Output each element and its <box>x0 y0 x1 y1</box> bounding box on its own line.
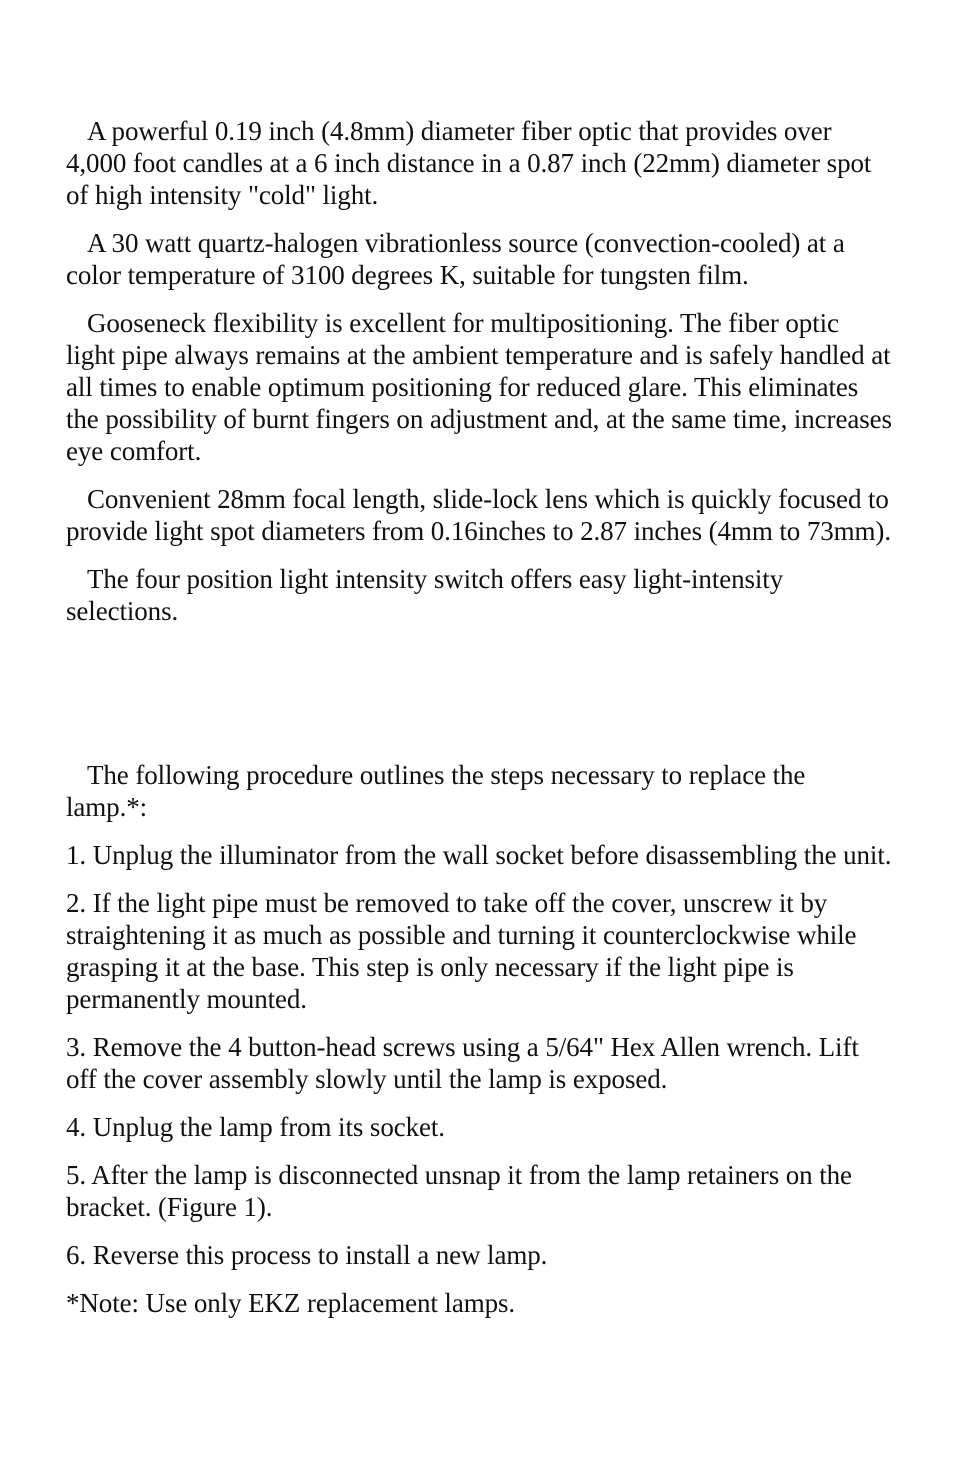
procedure-step-4: 4. Unplug the lamp from its socket. <box>66 1112 445 1142</box>
feature-fiber-optic: A powerful 0.19 inch (4.8mm) diameter fiber optic that provides over 4,000 foot candles at a 6 inch distance in a 0.87 inch (22mm) diameter spot of high intensity "cold" light. <box>66 116 872 210</box>
feature-light-source: A 30 watt quartz-halogen vibrationless source (convection-cooled) at a color temperature of 3100 degrees K, suitable for tungsten film. <box>66 228 845 290</box>
procedure-step-3: 3. Remove the 4 button-head screws using a 5/64" Hex Allen wrench. Lift off the cover assembly slowly until the lamp is exposed. <box>66 1032 859 1094</box>
features-section <box>66 115 892 627</box>
procedure-step-2: 2. If the light pipe must be removed to take off the cover, unscrew it by straightening it as much as possible and turning it counterclockwise while grasping it at the base. This step is only necessary if the light pipe is permanently mounted. <box>66 888 857 1014</box>
procedure-note: *Note: Use only EKZ replacement lamps. <box>66 1288 516 1318</box>
feature-intensity-switch: The four position light intensity switch offers easy light-intensity selections. <box>66 564 784 626</box>
document-page <box>66 115 892 1335</box>
lamp-replacement-section <box>66 759 892 1319</box>
procedure-step-6: 6. Reverse this process to install a new lamp. <box>66 1240 548 1270</box>
feature-gooseneck: Gooseneck flexibility is excellent for multipositioning. The fiber optic light pipe always remains at the ambient temperature and is safely handled at all times to enable optimum positioning for reduced glare. This eliminates the possibility of burnt fingers on adjustment and, at the same time, increases eye comfort. <box>66 308 892 466</box>
procedure-intro: The following procedure outlines the steps necessary to replace the lamp.*: <box>66 760 806 822</box>
feature-lens: Convenient 28mm focal length, slide-lock lens which is quickly focused to provide light spot diameters from 0.16inches to 2.87 inches (4mm to 73mm). <box>66 484 891 546</box>
procedure-step-1: 1. Unplug the illuminator from the wall socket before disassembling the unit. <box>66 840 892 870</box>
procedure-step-5: 5. After the lamp is disconnected unsnap it from the lamp retainers on the bracket. (Figure 1). <box>66 1160 852 1222</box>
section-spacer <box>66 643 892 759</box>
